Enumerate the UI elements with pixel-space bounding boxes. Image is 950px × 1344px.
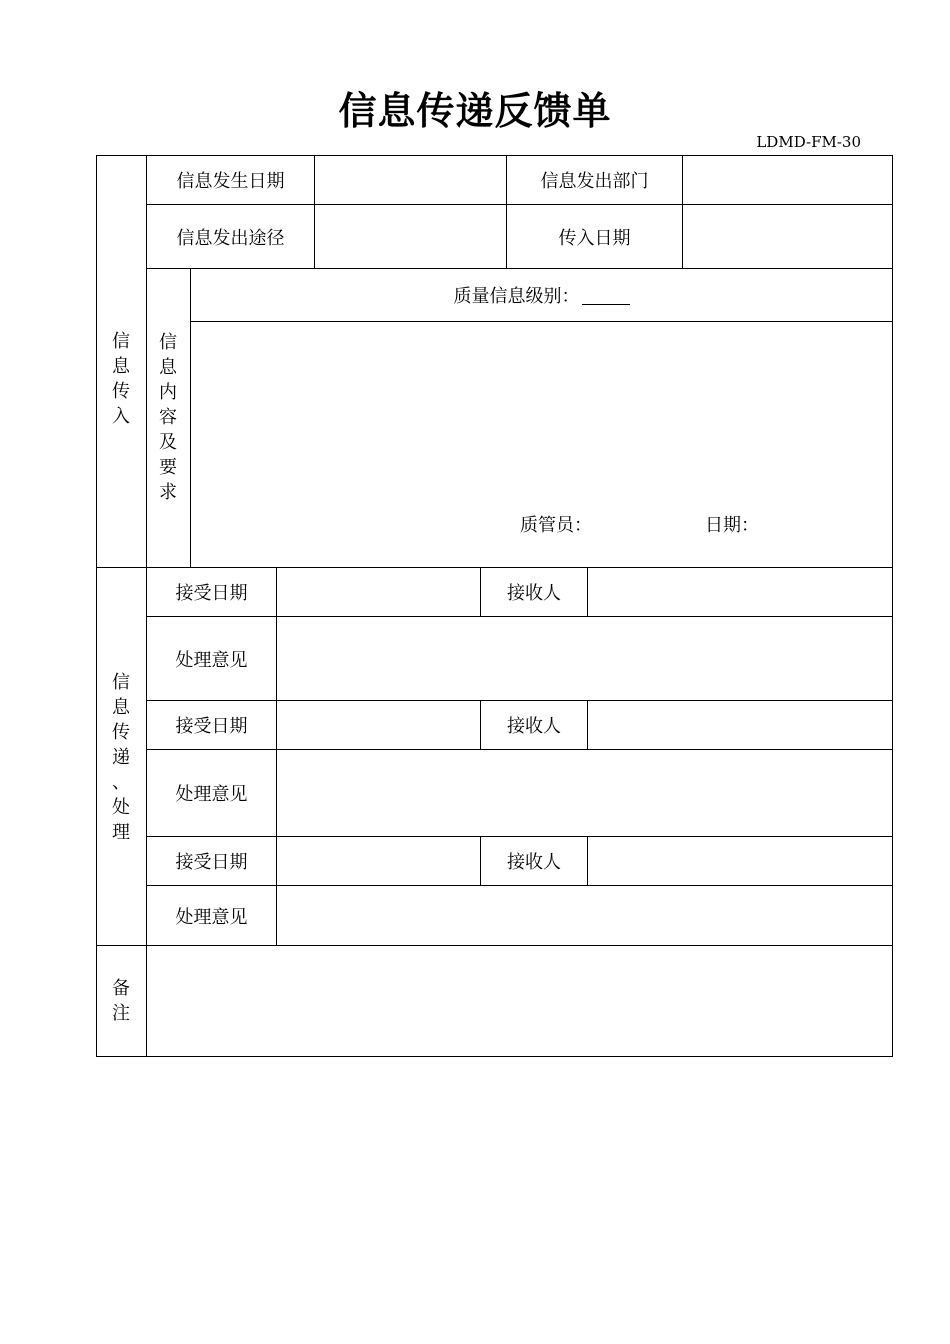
- section-input-label: 信 息 传 入: [112, 331, 130, 427]
- receiver-field[interactable]: [588, 568, 892, 616]
- section-process-label: 信 息 传 递 、 处 理: [112, 672, 130, 843]
- issue-channel-field[interactable]: [315, 205, 506, 268]
- issue-date-field[interactable]: [315, 156, 506, 204]
- issue-date-label: 信息发生日期: [176, 171, 285, 192]
- opinion-field[interactable]: [277, 617, 892, 700]
- input-date-field[interactable]: [683, 205, 892, 268]
- receive-date-field[interactable]: [277, 837, 480, 885]
- issue-dept-field[interactable]: [683, 156, 892, 204]
- opinion-field[interactable]: [277, 886, 892, 945]
- receive-date-label: 接受日期: [175, 716, 248, 737]
- receiver-field[interactable]: [588, 837, 892, 885]
- manager-date-label: 日期：: [705, 515, 759, 536]
- form-code: LDMD-FM-30: [756, 133, 861, 151]
- issue-channel-label: 信息发出途径: [176, 227, 285, 249]
- opinion-label: 处理意见: [175, 649, 248, 671]
- remarks-field[interactable]: [147, 946, 892, 1056]
- quality-level-row: [191, 269, 892, 321]
- receiver-label: 接收人: [507, 716, 561, 737]
- quality-level-label: 质量信息级别：: [453, 286, 580, 307]
- quality-manager-label: 质管员：: [520, 515, 592, 536]
- receive-date-label: 接受日期: [175, 852, 248, 873]
- opinion-field[interactable]: [277, 750, 892, 836]
- issue-dept-label: 信息发出部门: [540, 171, 649, 192]
- receiver-label: 接收人: [507, 852, 561, 873]
- receiver-field[interactable]: [588, 701, 892, 749]
- receive-date-label: 接受日期: [175, 583, 248, 604]
- receiver-label: 接收人: [507, 583, 561, 604]
- opinion-label: 处理意见: [175, 784, 248, 805]
- remarks-label: 备 注: [112, 978, 130, 1024]
- content-requirements-label: 信 息 内 容 及 要 求: [159, 332, 177, 503]
- receive-date-field[interactable]: [277, 568, 480, 616]
- receive-date-field[interactable]: [277, 701, 480, 749]
- input-date-label: 传入日期: [558, 227, 631, 249]
- opinion-label: 处理意见: [175, 906, 248, 928]
- form-title: 信息传递反馈单: [338, 88, 612, 133]
- quality-level-blank[interactable]: [582, 286, 630, 305]
